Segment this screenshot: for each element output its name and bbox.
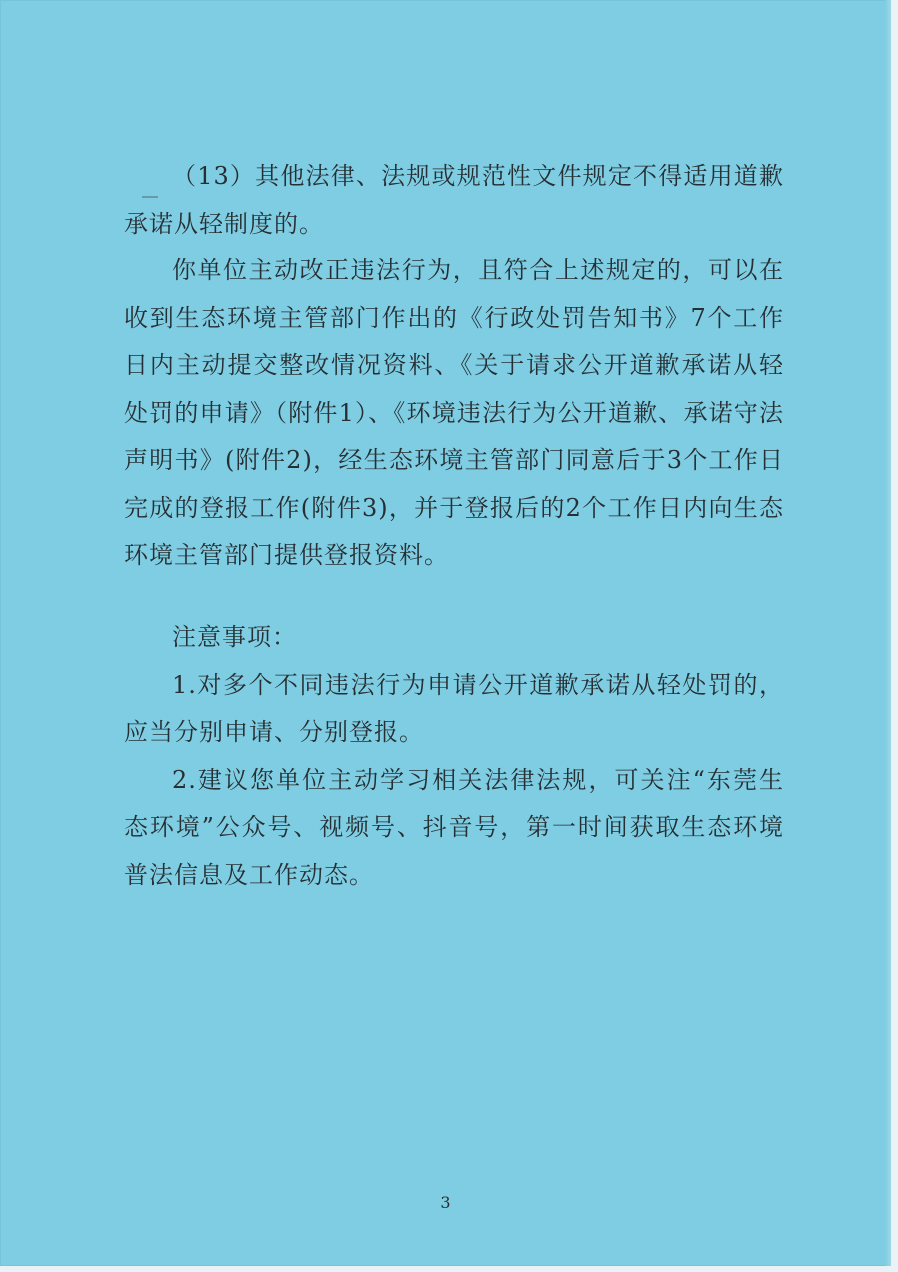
notes-section: [124, 614, 784, 899]
main-paragraph-text: 你单位主动改正违法行为，且符合上述规定的，可以在收到生态环境主管部门作出的《行政处罚告知书》7个工作日内主动提交整改情况资料、《关于请求公开道歉承诺从轻处罚的申请》（附件1）、《环境违法行为公开道歉、承诺守法声明书》(附件2)，经生态环境主管部门同意后于3个工作日完成的登报工作(附件3)，并于登报后的2个工作日内向生态环境主管部门提供登报资料。: [124, 256, 784, 569]
notes-heading: 注意事项：: [172, 623, 297, 651]
note-2: 2.建议您单位主动学习相关法律法规，可关注“东莞生态环境”公众号、视频号、抖音号，第一时间获取生态环境普法信息及工作动态。: [124, 765, 784, 889]
item-13-text: （13）其他法律、法规或规范性文件规定不得适用道歉承诺从轻制度的。: [124, 162, 784, 238]
paragraph-item-13: [124, 153, 784, 248]
paragraph-main: [124, 247, 784, 580]
page-number: 3: [440, 1193, 451, 1212]
note-1: 1.对多个不同违法行为申请公开道歉承诺从轻处罚的，应当分别申请、分别登报。: [124, 670, 784, 746]
